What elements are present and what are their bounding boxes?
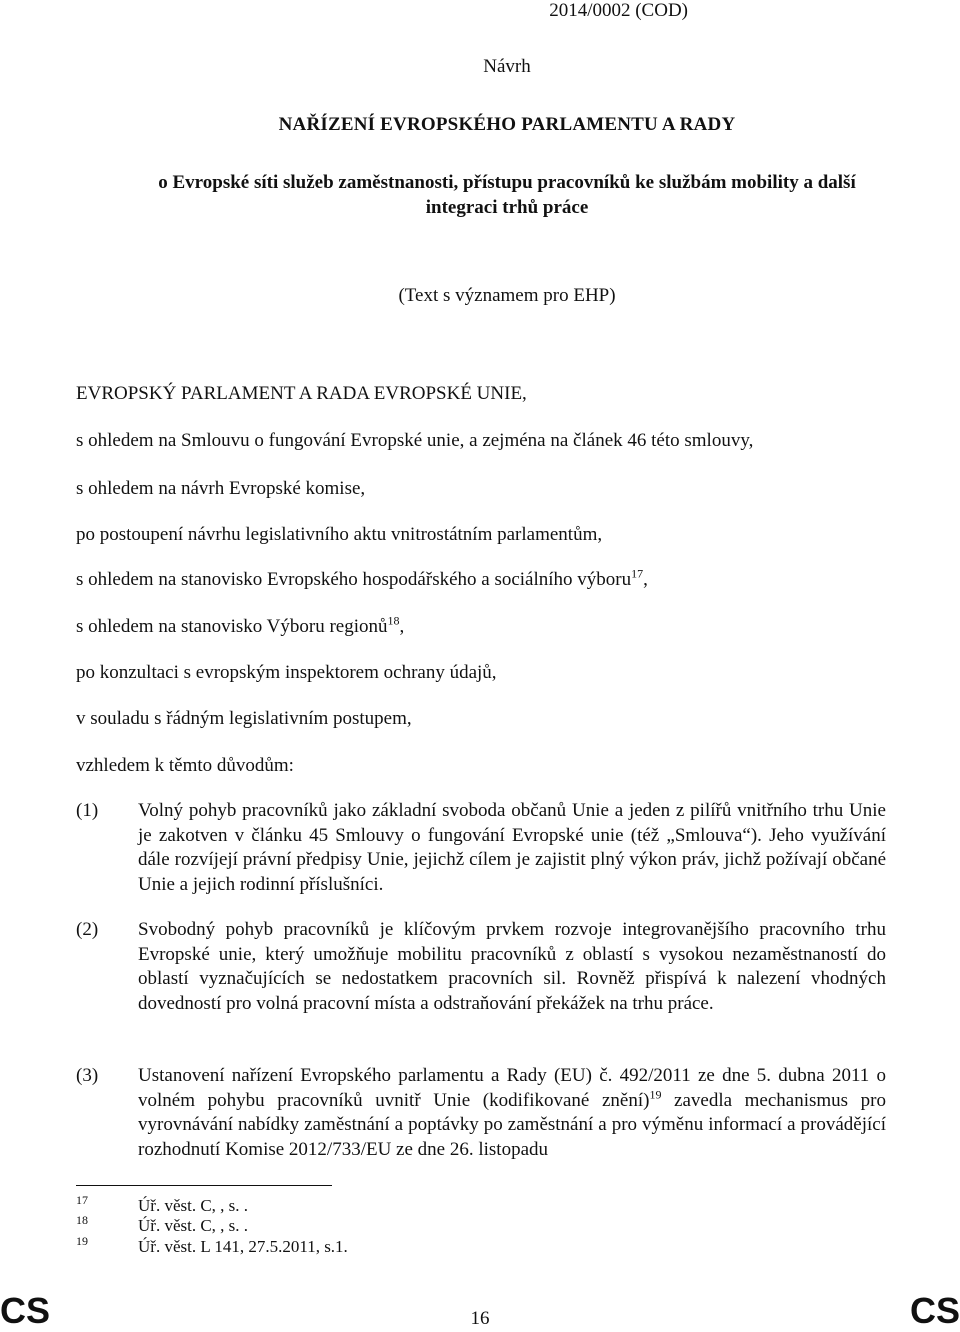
- citation-text: po konzultaci s evropským inspektorem ochrany údajů,: [76, 662, 497, 683]
- recital-2: [76, 918, 886, 1016]
- citation-text: po postoupení návrhu legislativního aktu vnitrostátním parlamentům,: [76, 524, 603, 545]
- recital-text: Volný pohyb pracovníků jako základní svoboda občanů Unie a jeden z pilířů vnitřního trhu Unie je zakotven v článku 45 Smlouvy o fungování Evropské unie (též „Smlouva“). Jeho využívání dále rozvíjejí právní předpisy Unie, jejichž cílem je zajistit plný výkon práv, jichž požívají občané Unie a jejich rodinní příslušníci.: [138, 800, 886, 895]
- recital-number: (3): [76, 1065, 99, 1086]
- preamble-citation: [76, 478, 365, 500]
- footnote-ref[interactable]: 17: [631, 566, 644, 581]
- page-number: 16: [470, 1308, 490, 1329]
- citation-text: vzhledem k těmto důvodům:: [76, 755, 294, 776]
- citation-text: s ohledem na stanovisko Výboru regionů: [76, 616, 388, 637]
- footnote-ref[interactable]: 18: [387, 613, 400, 628]
- eea-relevance-note: (Text s významem pro EHP): [398, 285, 616, 306]
- document-subtitle-line-1: o Evropské síti služeb zaměstnanosti, přístupu pracovníků ke službám mobility a další: [158, 172, 856, 193]
- preamble-citation: [76, 662, 497, 684]
- preamble-institutions: EVROPSKÝ PARLAMENT A RADA EVROPSKÉ UNIE,: [76, 383, 527, 404]
- footnote-text: Úř. věst. L 141, 27.5.2011, s.1.: [138, 1237, 348, 1256]
- preamble-citation: [76, 524, 602, 546]
- citation-tail: ,: [399, 616, 405, 637]
- document-type-label: Návrh: [483, 56, 531, 77]
- citation-text: v souladu s řádným legislativním postupem,: [76, 708, 412, 729]
- citation-text: s ohledem na Smlouvu o fungování Evropské unie, a zejména na článek 46 této smlouvy,: [76, 430, 754, 451]
- recital-text: [138, 1064, 886, 1162]
- recital-1: [76, 799, 886, 897]
- preamble-citation: [76, 708, 412, 730]
- footnote-number: 19: [76, 1234, 88, 1248]
- preamble-citation: [76, 430, 753, 452]
- citation-text: s ohledem na stanovisko Evropského hospodářského a sociálního výboru: [76, 569, 632, 590]
- footnote-number: 17: [76, 1193, 88, 1207]
- footnote-text: Úř. věst. C, , s. .: [138, 1216, 249, 1235]
- recital-3: [76, 1064, 886, 1162]
- footnote-text: Úř. věst. C, , s. .: [138, 1196, 249, 1215]
- recital-text-part: Ustanovení nařízení Evropského parlamentu a Rady (EU) č. 492/2011 ze dne 5. dubna 2011 o volném pohybu pracovníků uvnitř Unie (kodifikované znění): [138, 1065, 886, 1111]
- recital-number: (1): [76, 800, 99, 821]
- language-code-left: CS: [0, 1290, 51, 1331]
- preamble-citation: [76, 755, 294, 777]
- recital-number: (2): [76, 919, 99, 940]
- preamble-citation: [76, 613, 405, 638]
- recital-text: Svobodný pohyb pracovníků je klíčovým prvkem rozvoje integrovanějšího pracovního trhu Evropské unie, který umožňuje mobilitu pracovníků z oblastí s vysokou nezaměstnaností do oblastí vyznačujících se nedostatkem pracovních sil. Rovněž přispívá k nalezení vhodných dovedností pro volná pracovní místa a odstraňování překážek na trhu práce.: [138, 919, 886, 1014]
- citation-text: s ohledem na návrh Evropské komise,: [76, 478, 366, 499]
- document-title: NAŘÍZENÍ EVROPSKÉHO PARLAMENTU A RADY: [278, 114, 736, 135]
- footnote-number: 18: [76, 1213, 88, 1227]
- citation-tail: ,: [643, 569, 648, 590]
- preamble-citation: [76, 566, 648, 591]
- document-reference: 2014/0002 (COD): [549, 0, 688, 21]
- recital-text-part: zavedla mechanismus pro vyrovnávání nabídky zaměstnání a poptávky po zaměstnání a pro výměnu informací a provádějící rozhodnutí Komise 2012/733/EU ze dne 26. listopadu: [138, 1089, 886, 1160]
- footnote-separator: [76, 1185, 332, 1186]
- document-subtitle-line-2: integraci trhů práce: [425, 197, 589, 218]
- footnote-ref[interactable]: 19: [649, 1087, 662, 1102]
- language-code-right: CS: [909, 1290, 960, 1331]
